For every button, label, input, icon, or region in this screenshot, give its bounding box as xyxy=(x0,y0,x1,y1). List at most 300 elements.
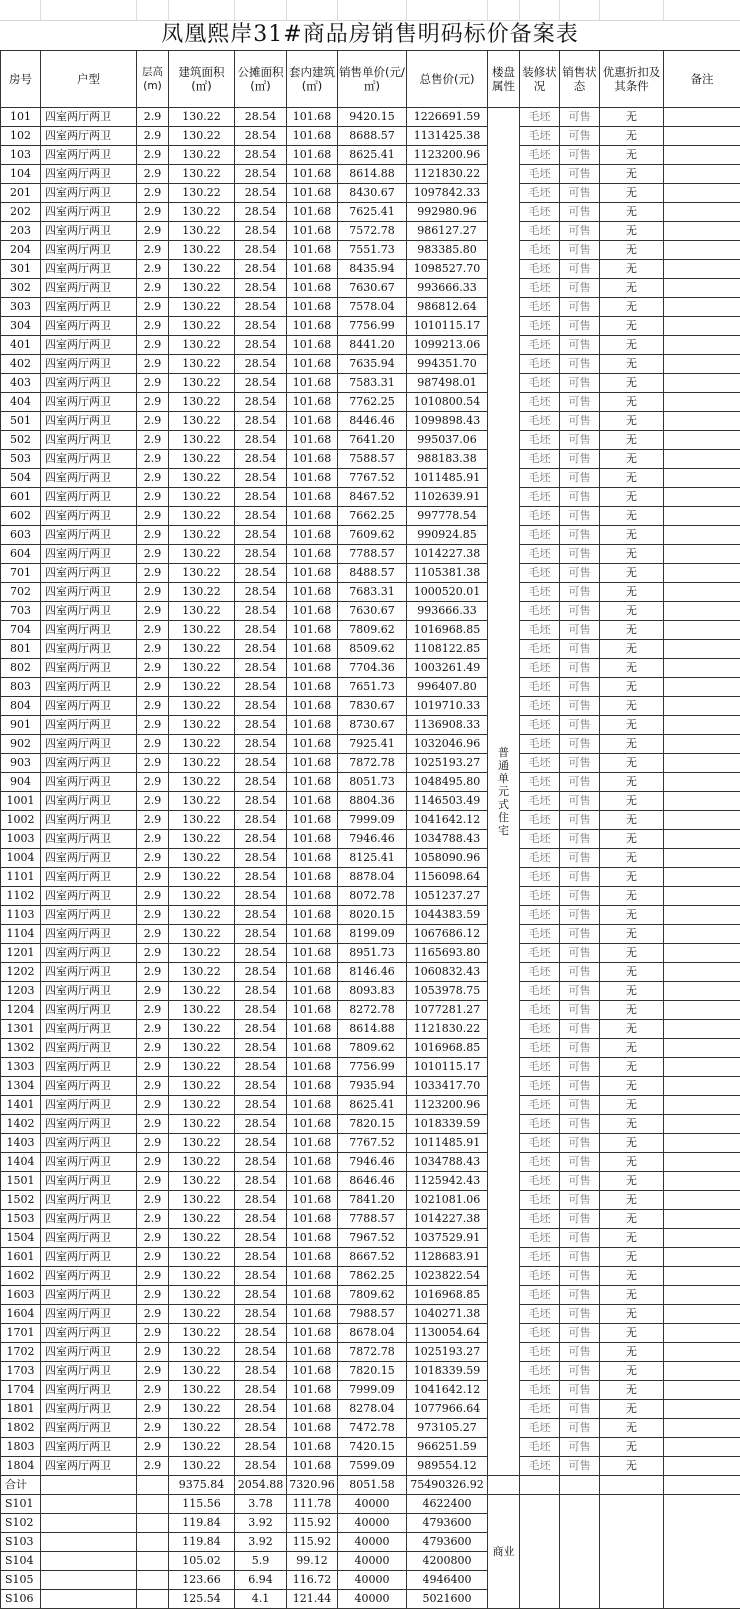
discount-cell: 无 xyxy=(600,279,664,298)
inner-area-cell: 101.68 xyxy=(287,811,338,830)
discount-cell: 无 xyxy=(600,1172,664,1191)
floor-height-cell: 2.9 xyxy=(137,735,169,754)
total-price-cell: 1016968.85 xyxy=(407,1039,488,1058)
table-row xyxy=(1,640,740,659)
total-price-cell: 987498.01 xyxy=(407,374,488,393)
total-price-cell: 1044383.59 xyxy=(407,906,488,925)
floor-height-cell: 2.9 xyxy=(137,925,169,944)
inner-area-cell: 101.68 xyxy=(287,621,338,640)
unit-price-cell: 7999.09 xyxy=(338,811,407,830)
shared-area-cell: 28.54 xyxy=(235,1134,287,1153)
remarks-cell xyxy=(664,944,740,963)
building-area-cell: 130.22 xyxy=(169,279,235,298)
building-area-cell: 130.22 xyxy=(169,127,235,146)
unit-type-cell: 四室两厅两卫 xyxy=(41,1381,137,1400)
floor-height-cell: 2.9 xyxy=(137,184,169,203)
room-number-cell: 1304 xyxy=(1,1077,41,1096)
decoration-status-cell: 毛坯 xyxy=(520,1457,560,1476)
column-header: 销售单价(元/㎡) xyxy=(338,51,407,108)
total-price-cell: 1048495.80 xyxy=(407,773,488,792)
floor-height-cell: 2.9 xyxy=(137,1115,169,1134)
unit-price-cell: 7630.67 xyxy=(338,279,407,298)
sale-status-cell: 可售 xyxy=(560,1134,600,1153)
empty-cell xyxy=(137,1476,169,1495)
room-number-cell: 101 xyxy=(1,108,41,127)
unit-type-cell: 四室两厅两卫 xyxy=(41,1172,137,1191)
unit-price-cell: 7999.09 xyxy=(338,1381,407,1400)
sale-status-cell: 可售 xyxy=(560,792,600,811)
discount-cell: 无 xyxy=(600,1381,664,1400)
unit-type-cell: 四室两厅两卫 xyxy=(41,374,137,393)
decoration-status-cell: 毛坯 xyxy=(520,830,560,849)
room-number-cell: 1804 xyxy=(1,1457,41,1476)
building-area-cell: 123.66 xyxy=(169,1571,235,1590)
inner-area-cell: 101.68 xyxy=(287,602,338,621)
decoration-status-cell: 毛坯 xyxy=(520,1115,560,1134)
discount-cell: 无 xyxy=(600,450,664,469)
room-number-cell: 1503 xyxy=(1,1210,41,1229)
room-number-cell: S103 xyxy=(1,1533,41,1552)
discount-cell: 无 xyxy=(600,1134,664,1153)
decoration-status-cell: 毛坯 xyxy=(520,108,560,127)
shared-area-cell: 28.54 xyxy=(235,583,287,602)
shared-area-cell: 28.54 xyxy=(235,906,287,925)
unit-type-cell: 四室两厅两卫 xyxy=(41,640,137,659)
table-row xyxy=(1,811,740,830)
floor-height-cell: 2.9 xyxy=(137,792,169,811)
unit-price-cell: 8199.09 xyxy=(338,925,407,944)
sale-status-cell: 可售 xyxy=(560,355,600,374)
decoration-status-cell: 毛坯 xyxy=(520,1153,560,1172)
table-body xyxy=(1,51,740,1609)
unit-price-cell: 8625.41 xyxy=(338,1096,407,1115)
floor-height-cell: 2.9 xyxy=(137,108,169,127)
unit-price-cell: 7788.57 xyxy=(338,1210,407,1229)
floor-height-cell: 2.9 xyxy=(137,488,169,507)
room-number-cell: 702 xyxy=(1,583,41,602)
floor-height-cell: 2.9 xyxy=(137,963,169,982)
table-row xyxy=(1,1096,740,1115)
remarks-cell xyxy=(664,925,740,944)
building-area-cell: 130.22 xyxy=(169,1058,235,1077)
building-area-cell: 130.22 xyxy=(169,1153,235,1172)
remarks-cell xyxy=(664,165,740,184)
room-number-cell: 1204 xyxy=(1,1001,41,1020)
room-number-cell: 202 xyxy=(1,203,41,222)
discount-cell: 无 xyxy=(600,1286,664,1305)
decoration-status-cell: 毛坯 xyxy=(520,697,560,716)
floor-height-cell: 2.9 xyxy=(137,1305,169,1324)
sale-status-cell: 可售 xyxy=(560,1020,600,1039)
room-number-cell: 1104 xyxy=(1,925,41,944)
total-inner-area-cell: 7320.96 xyxy=(287,1476,338,1495)
unit-price-cell: 8020.15 xyxy=(338,906,407,925)
building-area-cell: 130.22 xyxy=(169,811,235,830)
total-price-cell: 986127.27 xyxy=(407,222,488,241)
unit-type-cell: 四室两厅两卫 xyxy=(41,1134,137,1153)
total-price-cell: 1125942.43 xyxy=(407,1172,488,1191)
building-area-cell: 130.22 xyxy=(169,526,235,545)
unit-type-cell: 四室两厅两卫 xyxy=(41,1210,137,1229)
sale-status-cell: 可售 xyxy=(560,507,600,526)
remarks-cell xyxy=(664,317,740,336)
shared-area-cell: 28.54 xyxy=(235,1343,287,1362)
decoration-status-cell: 毛坯 xyxy=(520,1134,560,1153)
floor-height-cell xyxy=(137,1552,169,1571)
sale-status-cell: 可售 xyxy=(560,1172,600,1191)
floor-height-cell xyxy=(137,1514,169,1533)
discount-cell: 无 xyxy=(600,222,664,241)
inner-area-cell: 101.68 xyxy=(287,203,338,222)
unit-price-cell: 7609.62 xyxy=(338,526,407,545)
room-number-cell: 1601 xyxy=(1,1248,41,1267)
unit-price-cell: 7651.73 xyxy=(338,678,407,697)
unit-type-cell: 四室两厅两卫 xyxy=(41,1419,137,1438)
building-area-cell: 130.22 xyxy=(169,1001,235,1020)
unit-price-cell: 7756.99 xyxy=(338,1058,407,1077)
commercial-row xyxy=(1,1495,740,1514)
unit-price-cell: 7820.15 xyxy=(338,1115,407,1134)
sale-status-cell: 可售 xyxy=(560,127,600,146)
sale-status-cell: 可售 xyxy=(560,488,600,507)
unit-price-cell: 8678.04 xyxy=(338,1324,407,1343)
discount-cell: 无 xyxy=(600,659,664,678)
inner-area-cell: 101.68 xyxy=(287,412,338,431)
shared-area-cell: 28.54 xyxy=(235,336,287,355)
building-area-cell: 130.22 xyxy=(169,849,235,868)
room-number-cell: 1704 xyxy=(1,1381,41,1400)
discount-cell: 无 xyxy=(600,1362,664,1381)
remarks-cell xyxy=(664,773,740,792)
inner-area-cell: 101.68 xyxy=(287,1096,338,1115)
inner-area-cell: 101.68 xyxy=(287,697,338,716)
floor-height-cell: 2.9 xyxy=(137,1229,169,1248)
remarks-cell xyxy=(664,146,740,165)
unit-type-cell: 四室两厅两卫 xyxy=(41,583,137,602)
table-row xyxy=(1,488,740,507)
discount-cell: 无 xyxy=(600,203,664,222)
unit-price-cell: 7662.25 xyxy=(338,507,407,526)
discount-cell: 无 xyxy=(600,1210,664,1229)
price-table xyxy=(0,50,740,1609)
table-row xyxy=(1,507,740,526)
building-area-cell: 130.22 xyxy=(169,887,235,906)
shared-area-cell: 4.1 xyxy=(235,1590,287,1609)
floor-height-cell: 2.9 xyxy=(137,1438,169,1457)
room-number-cell: 1802 xyxy=(1,1419,41,1438)
building-area-cell: 130.22 xyxy=(169,184,235,203)
table-row xyxy=(1,868,740,887)
table-row xyxy=(1,526,740,545)
decoration-status-cell: 毛坯 xyxy=(520,184,560,203)
table-row xyxy=(1,336,740,355)
building-area-cell: 130.22 xyxy=(169,982,235,1001)
remarks-cell xyxy=(664,1495,740,1609)
table-row xyxy=(1,773,740,792)
unit-type-cell: 四室两厅两卫 xyxy=(41,773,137,792)
unit-price-cell: 8278.04 xyxy=(338,1400,407,1419)
unit-price-cell: 8488.57 xyxy=(338,564,407,583)
floor-height-cell: 2.9 xyxy=(137,355,169,374)
remarks-cell xyxy=(664,583,740,602)
discount-cell: 无 xyxy=(600,1248,664,1267)
sale-status-cell: 可售 xyxy=(560,260,600,279)
inner-area-cell: 101.68 xyxy=(287,754,338,773)
shared-area-cell: 28.54 xyxy=(235,716,287,735)
building-area-cell: 130.22 xyxy=(169,412,235,431)
sale-status-cell: 可售 xyxy=(560,583,600,602)
table-row xyxy=(1,621,740,640)
table-row xyxy=(1,1058,740,1077)
shared-area-cell: 28.54 xyxy=(235,773,287,792)
building-area-cell: 130.22 xyxy=(169,1115,235,1134)
total-price-cell: 1032046.96 xyxy=(407,735,488,754)
remarks-cell xyxy=(664,1115,740,1134)
building-area-cell: 130.22 xyxy=(169,488,235,507)
decoration-status-cell: 毛坯 xyxy=(520,640,560,659)
inner-area-cell: 101.68 xyxy=(287,963,338,982)
remarks-cell xyxy=(664,1343,740,1362)
decoration-status-cell: 毛坯 xyxy=(520,1343,560,1362)
sale-status-cell: 可售 xyxy=(560,412,600,431)
discount-cell: 无 xyxy=(600,1115,664,1134)
shared-area-cell: 28.54 xyxy=(235,241,287,260)
unit-price-cell: 8614.88 xyxy=(338,165,407,184)
table-row xyxy=(1,1153,740,1172)
unit-price-cell: 7988.57 xyxy=(338,1305,407,1324)
decoration-status-cell: 毛坯 xyxy=(520,868,560,887)
unit-price-cell: 40000 xyxy=(338,1571,407,1590)
total-price-cell: 1226691.59 xyxy=(407,108,488,127)
building-area-cell: 130.22 xyxy=(169,317,235,336)
decoration-status-cell: 毛坯 xyxy=(520,811,560,830)
sale-status-cell: 可售 xyxy=(560,1058,600,1077)
decoration-status-cell: 毛坯 xyxy=(520,336,560,355)
table-row xyxy=(1,887,740,906)
header-row xyxy=(1,51,740,108)
table-row xyxy=(1,697,740,716)
unit-price-cell: 7788.57 xyxy=(338,545,407,564)
floor-height-cell: 2.9 xyxy=(137,526,169,545)
empty-cell xyxy=(664,1476,740,1495)
floor-height-cell xyxy=(137,1590,169,1609)
table-row xyxy=(1,1115,740,1134)
remarks-cell xyxy=(664,830,740,849)
sale-status-cell: 可售 xyxy=(560,944,600,963)
unit-price-cell: 8446.46 xyxy=(338,412,407,431)
discount-cell: 无 xyxy=(600,792,664,811)
total-price-cell: 1041642.12 xyxy=(407,1381,488,1400)
room-number-cell: 203 xyxy=(1,222,41,241)
inner-area-cell: 101.68 xyxy=(287,735,338,754)
unit-type-cell: 四室两厅两卫 xyxy=(41,697,137,716)
empty-cell xyxy=(520,1476,560,1495)
discount-cell: 无 xyxy=(600,1343,664,1362)
shared-area-cell: 28.54 xyxy=(235,849,287,868)
shared-area-cell: 28.54 xyxy=(235,1077,287,1096)
room-number-cell: 701 xyxy=(1,564,41,583)
room-number-cell: S104 xyxy=(1,1552,41,1571)
unit-price-cell: 7588.57 xyxy=(338,450,407,469)
room-number-cell: 1801 xyxy=(1,1400,41,1419)
floor-height-cell: 2.9 xyxy=(137,146,169,165)
total-price-cell: 1014227.38 xyxy=(407,1210,488,1229)
building-area-cell: 130.22 xyxy=(169,773,235,792)
sale-status-cell: 可售 xyxy=(560,279,600,298)
unit-type-cell: 四室两厅两卫 xyxy=(41,545,137,564)
building-area-cell: 130.22 xyxy=(169,963,235,982)
unit-price-cell: 7946.46 xyxy=(338,830,407,849)
sale-status-cell: 可售 xyxy=(560,450,600,469)
sale-status-cell: 可售 xyxy=(560,1039,600,1058)
unit-price-cell: 9420.15 xyxy=(338,108,407,127)
column-header: 层高(m) xyxy=(137,51,169,108)
discount-cell: 无 xyxy=(600,640,664,659)
room-number-cell: 904 xyxy=(1,773,41,792)
shared-area-cell: 28.54 xyxy=(235,488,287,507)
sale-status-cell: 可售 xyxy=(560,526,600,545)
unit-price-cell: 8441.20 xyxy=(338,336,407,355)
discount-cell: 无 xyxy=(600,621,664,640)
total-price-cell: 1123200.96 xyxy=(407,1096,488,1115)
remarks-cell xyxy=(664,982,740,1001)
room-number-cell: 1002 xyxy=(1,811,41,830)
floor-height-cell: 2.9 xyxy=(137,621,169,640)
discount-cell: 无 xyxy=(600,963,664,982)
unit-type-cell: 四室两厅两卫 xyxy=(41,469,137,488)
shared-area-cell: 28.54 xyxy=(235,203,287,222)
decoration-status-cell: 毛坯 xyxy=(520,773,560,792)
decoration-status-cell: 毛坯 xyxy=(520,526,560,545)
total-building-area-cell: 9375.84 xyxy=(169,1476,235,1495)
table-row xyxy=(1,1438,740,1457)
room-number-cell: 1401 xyxy=(1,1096,41,1115)
total-label-cell: 合计 xyxy=(1,1476,41,1495)
remarks-cell xyxy=(664,887,740,906)
unit-type-cell: 四室两厅两卫 xyxy=(41,963,137,982)
total-price-cell: 1011485.91 xyxy=(407,469,488,488)
table-row xyxy=(1,792,740,811)
total-price-cell: 1108122.85 xyxy=(407,640,488,659)
floor-height-cell: 2.9 xyxy=(137,1381,169,1400)
remarks-cell xyxy=(664,184,740,203)
unit-type-cell: 四室两厅两卫 xyxy=(41,393,137,412)
building-area-cell: 130.22 xyxy=(169,621,235,640)
decoration-status-cell: 毛坯 xyxy=(520,583,560,602)
room-number-cell: 902 xyxy=(1,735,41,754)
table-row xyxy=(1,1210,740,1229)
sale-status-cell: 可售 xyxy=(560,773,600,792)
shared-area-cell: 28.54 xyxy=(235,450,287,469)
decoration-status-cell: 毛坯 xyxy=(520,1058,560,1077)
discount-cell: 无 xyxy=(600,526,664,545)
decoration-status-cell: 毛坯 xyxy=(520,165,560,184)
sale-status-cell: 可售 xyxy=(560,146,600,165)
unit-type-cell xyxy=(41,1514,137,1533)
remarks-cell xyxy=(664,1229,740,1248)
discount-cell: 无 xyxy=(600,488,664,507)
unit-type-cell: 四室两厅两卫 xyxy=(41,222,137,241)
building-area-cell: 130.22 xyxy=(169,602,235,621)
discount-cell: 无 xyxy=(600,1438,664,1457)
floor-height-cell: 2.9 xyxy=(137,1362,169,1381)
column-header: 楼盘属性 xyxy=(488,51,520,108)
discount-cell: 无 xyxy=(600,811,664,830)
decoration-status-cell: 毛坯 xyxy=(520,849,560,868)
discount-cell: 无 xyxy=(600,1191,664,1210)
unit-price-cell: 8951.73 xyxy=(338,944,407,963)
remarks-cell xyxy=(664,336,740,355)
decoration-status-cell: 毛坯 xyxy=(520,602,560,621)
shared-area-cell: 28.54 xyxy=(235,260,287,279)
remarks-cell xyxy=(664,1324,740,1343)
floor-height-cell: 2.9 xyxy=(137,906,169,925)
floor-height-cell: 2.9 xyxy=(137,982,169,1001)
room-number-cell: 402 xyxy=(1,355,41,374)
building-area-cell: 130.22 xyxy=(169,1077,235,1096)
unit-price-cell: 7625.41 xyxy=(338,203,407,222)
inner-area-cell: 101.68 xyxy=(287,545,338,564)
unit-price-cell: 7762.25 xyxy=(338,393,407,412)
room-number-cell: 503 xyxy=(1,450,41,469)
remarks-cell xyxy=(664,1039,740,1058)
discount-cell: 无 xyxy=(600,1001,664,1020)
total-price-cell: 4946400 xyxy=(407,1571,488,1590)
building-area-cell: 130.22 xyxy=(169,1324,235,1343)
floor-height-cell: 2.9 xyxy=(137,545,169,564)
total-price-cell: 993666.33 xyxy=(407,279,488,298)
building-area-cell: 130.22 xyxy=(169,469,235,488)
unit-type-cell: 四室两厅两卫 xyxy=(41,1020,137,1039)
total-price-cell: 992980.96 xyxy=(407,203,488,222)
floor-height-cell: 2.9 xyxy=(137,507,169,526)
inner-area-cell: 101.68 xyxy=(287,488,338,507)
total-price-cell: 1021081.06 xyxy=(407,1191,488,1210)
unit-type-cell: 四室两厅两卫 xyxy=(41,564,137,583)
total-price-cell: 1011485.91 xyxy=(407,1134,488,1153)
remarks-cell xyxy=(664,697,740,716)
discount-cell: 无 xyxy=(600,944,664,963)
total-price-cell: 1060832.43 xyxy=(407,963,488,982)
shared-area-cell: 28.54 xyxy=(235,678,287,697)
building-area-cell: 130.22 xyxy=(169,1343,235,1362)
building-area-cell: 130.22 xyxy=(169,906,235,925)
building-area-cell: 130.22 xyxy=(169,1172,235,1191)
table-row xyxy=(1,165,740,184)
table-row xyxy=(1,1457,740,1476)
shared-area-cell: 28.54 xyxy=(235,393,287,412)
building-area-cell: 130.22 xyxy=(169,925,235,944)
room-number-cell: 1004 xyxy=(1,849,41,868)
inner-area-cell: 101.68 xyxy=(287,1305,338,1324)
unit-type-cell: 四室两厅两卫 xyxy=(41,412,137,431)
total-price-cell: 1000520.01 xyxy=(407,583,488,602)
total-price-cell: 989554.12 xyxy=(407,1457,488,1476)
unit-type-cell: 四室两厅两卫 xyxy=(41,450,137,469)
shared-area-cell: 28.54 xyxy=(235,412,287,431)
discount-cell: 无 xyxy=(600,374,664,393)
remarks-cell xyxy=(664,1134,740,1153)
floor-height-cell xyxy=(137,1571,169,1590)
total-price-cell: 1156098.64 xyxy=(407,868,488,887)
unit-type-cell: 四室两厅两卫 xyxy=(41,1400,137,1419)
shared-area-cell: 28.54 xyxy=(235,1400,287,1419)
decoration-status-cell: 毛坯 xyxy=(520,279,560,298)
building-area-cell: 130.22 xyxy=(169,1362,235,1381)
column-header: 总售价(元) xyxy=(407,51,488,108)
decoration-status-cell: 毛坯 xyxy=(520,1020,560,1039)
unit-price-cell: 8646.46 xyxy=(338,1172,407,1191)
